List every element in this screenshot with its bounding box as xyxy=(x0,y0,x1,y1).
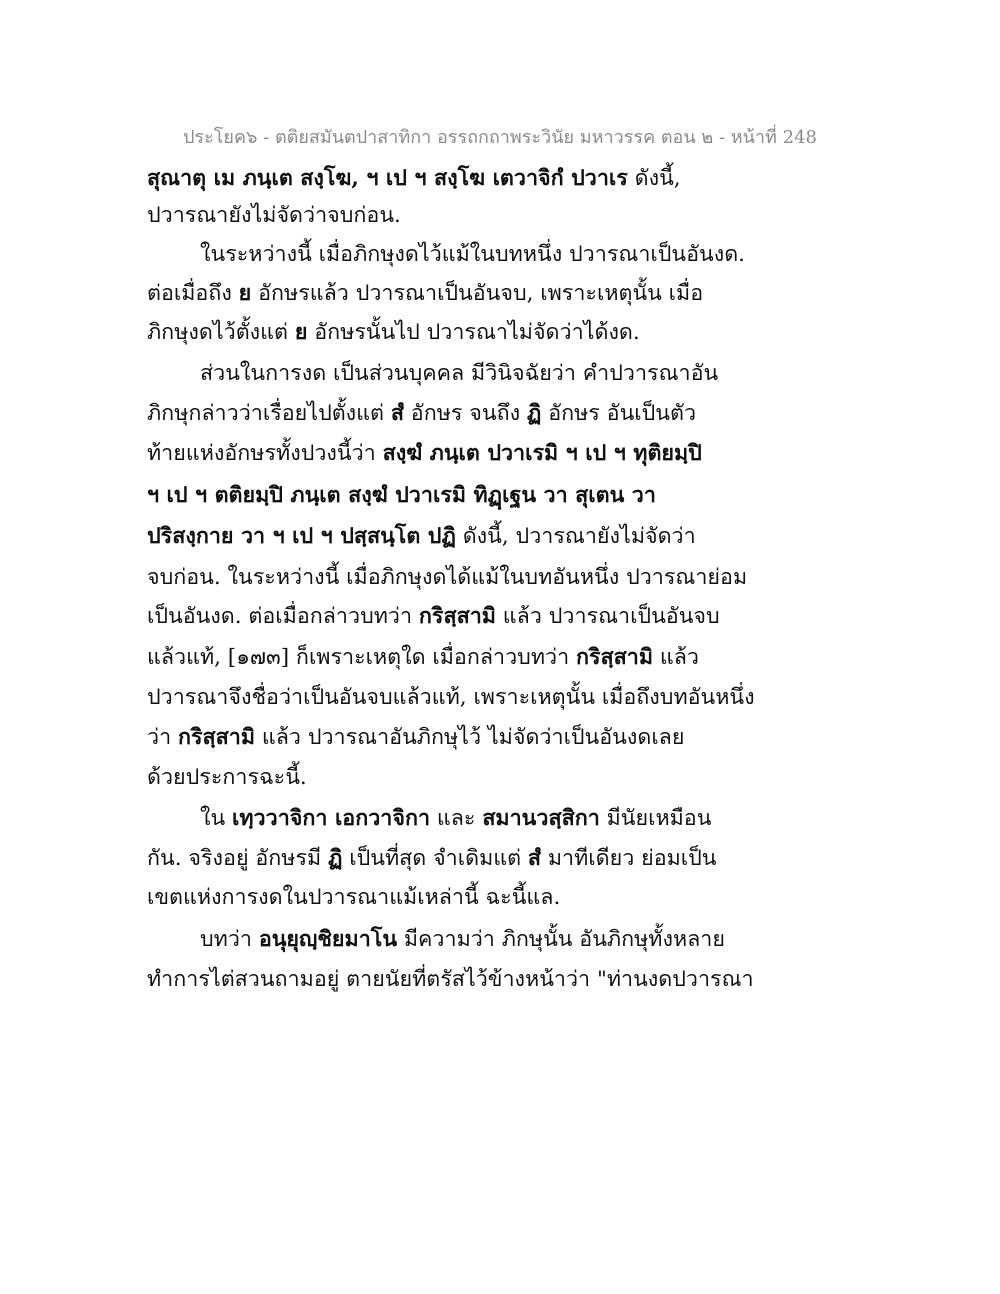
text-line-1: สุณาตุ เม ภนฺเต สงฺโฆ, ฯ เป ฯ สงฺโฆ เตวาจิกํ ปวาเร ดังนี้, xyxy=(147,166,681,191)
text-line-19: เขตแห่งการงดในปวารณาแม้เหล่านี้ ฉะนี้แล. xyxy=(147,885,561,910)
text-line-17: ใน เทฺววาจิกา เอกวาจิกา และ สมานวสฺสิกา มีนัยเหมือน xyxy=(200,806,712,831)
text-line-6: ส่วนในการงด เป็นส่วนบุคคล มีวินิจฉัยว่า คำปวารณาอัน xyxy=(200,361,719,386)
text-line-5: ภิกษุงดไว้ตั้งแต่ ย อักษรนั้นไป ปวารณาไม่จัดว่าได้งด. xyxy=(147,320,640,345)
text-line-12: เป็นอันงด. ต่อเมื่อกล่าวบทว่า กริสฺสามิ แล้ว ปวารณาเป็นอันจบ xyxy=(147,604,720,629)
text-line-20: บทว่า อนุยุญฺชิยมาโน มีความว่า ภิกษุนั้น อันภิกษุทั้งหลาย xyxy=(200,927,725,952)
text-line-21: ทำการไต่สวนถามอยู่ ตายนัยที่ตรัสไว้ข้างหน้าว่า "ท่านงดปวารณา xyxy=(147,967,754,992)
text-line-10: ปริสงฺกาย วา ฯ เป ฯ ปสฺสนฺโต ปฏิ ดังนี้, ปวารณายังไม่จัดว่า xyxy=(147,524,696,549)
text-line-15: ว่า กริสฺสามิ แล้ว ปวารณาอันภิกษุไว้ ไม่จัดว่าเป็นอันงดเลย xyxy=(147,725,685,750)
text-line-16: ด้วยประการฉะนี้. xyxy=(147,765,307,790)
text-line-3: ในระหว่างนี้ เมื่อภิกษุงดไว้แม้ในบทหนึ่ง ปวารณาเป็นอันงด. xyxy=(200,242,745,267)
text-line-13: แล้วแท้, [๑๗๓] ก็เพราะเหตุใด เมื่อกล่าวบทว่า กริสฺสามิ แล้ว xyxy=(147,645,699,670)
text-line-14: ปวารณาจึงชื่อว่าเป็นอันจบแล้วแท้, เพราะเหตุนั้น เมื่อถึงบทอันหนึ่ง xyxy=(147,685,755,710)
text-line-11: จบก่อน. ในระหว่างนี้ เมื่อภิกษุงดได้แม้ในบทอันหนึ่ง ปวารณาย่อม xyxy=(147,565,748,590)
text-line-7: ภิกษุกล่าวว่าเรื่อยไปตั้งแต่ สํ อักษร จนถึง ฏิ อักษร อันเป็นตัว xyxy=(147,401,697,426)
text-line-9: ฯ เป ฯ ตติยมฺปิ ภนฺเต สงฺฆํ ปวาเรมิ ทิฏฺเฐน วา สุเตน วา xyxy=(147,483,656,508)
text-line-4: ต่อเมื่อถึง ย อักษรแล้ว ปวารณาเป็นอันจบ, เพราะเหตุนั้น เมื่อ xyxy=(147,281,704,306)
text-line-18: กัน. จริงอยู่ อักษรมี ฏิ เป็นที่สุด จำเดิมแต่ สํ มาทีเดียว ย่อมเป็น xyxy=(147,846,717,871)
text-line-2: ปวารณายังไม่จัดว่าจบก่อน. xyxy=(147,203,401,228)
running-header: ประโยค๖ - ตติยสมันตปาสาทิกา อรรถกถาพระวินัย มหาวรรค ตอน ๒ - หน้าที่ 248 xyxy=(183,127,817,148)
text-line-8: ท้ายแห่งอักษรทั้งปวงนี้ว่า สงฺฆํ ภนฺเต ปวาเรมิ ฯ เป ฯ ทุติยมฺปิ xyxy=(147,441,702,466)
